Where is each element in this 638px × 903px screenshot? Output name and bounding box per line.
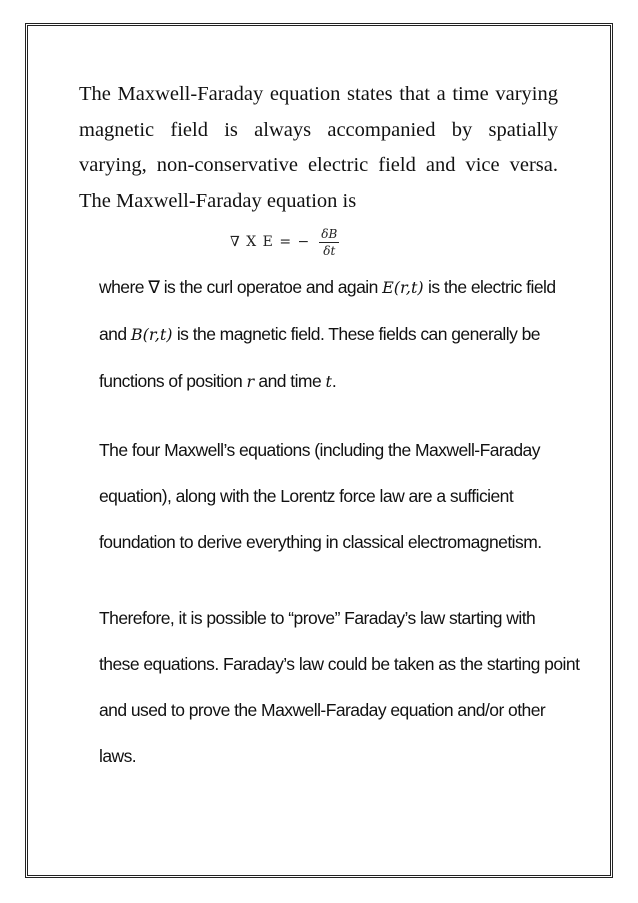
text-line [99,311,579,358]
text-line [99,358,579,405]
text-run: and [99,324,131,344]
faraday-law-paragraph [99,595,579,779]
text-run: functions of position [99,371,247,391]
curl-explanation-paragraph [99,264,579,405]
equation-numerator: δB [321,226,338,241]
equation-denominator: δt [323,243,336,258]
equation-fraction [319,227,339,258]
math-symbol: r [246,372,255,391]
math-symbol: t [325,372,332,391]
text-line: Therefore, it is possible to “prove” Faraday’s law starting with [99,608,536,628]
maxwell-faraday-equation [230,222,339,262]
text-line [99,264,579,311]
text-line: The four Maxwell’s equations (including the Maxwell-Faraday [99,440,540,460]
text-line: equation), along with the Lorentz force law are a sufficient [99,486,514,506]
text-line: and used to prove the Maxwell-Faraday equation and/or other [99,700,546,720]
text-line: foundation to derive everything in classical electromagnetism. [99,532,542,552]
text-run: where ∇ is the curl operatoe and again [99,277,383,297]
text-line: these equations. Faraday’s law could be taken as the starting point [99,654,580,674]
text-run: . [331,371,337,391]
text-run: is the electric field [423,277,556,297]
equation-lhs: ∇ X E = − [230,234,311,250]
intro-paragraph: The Maxwell-Faraday equation states that a time varying magnetic field is always accompanied by spatially varying, non-conservative electric field and vice versa. The Maxwell-Faraday equation is [79,83,558,212]
text-run: is the magnetic field. These fields can generally be [172,324,540,344]
text-run: and time [254,371,326,391]
maxwell-equations-paragraph [99,427,579,565]
math-symbol: B(r,t) [130,325,173,344]
math-symbol: E(r,t) [382,278,424,297]
text-line: laws. [99,746,137,766]
